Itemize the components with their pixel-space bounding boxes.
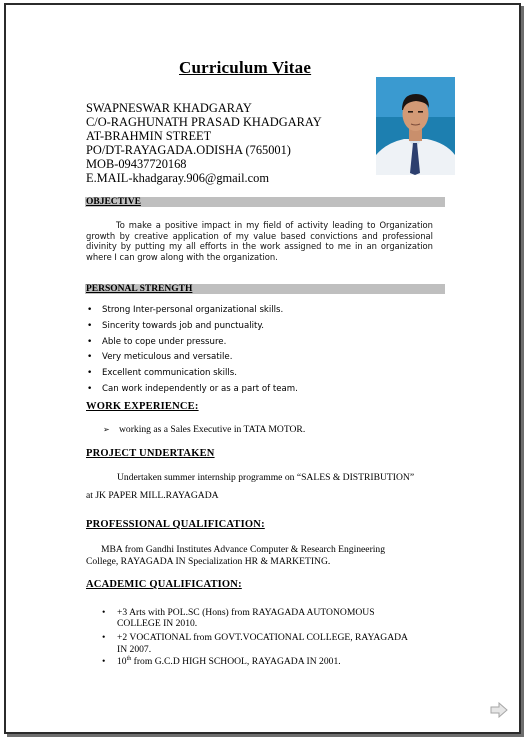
professional-heading: PROFESSIONAL QUALIFICATION: <box>86 519 265 530</box>
academic-item: • 10th from G.C.D HIGH SCHOOL, RAYAGADA IN 2001. <box>102 656 341 668</box>
address-email: E.MAIL-khadgaray.906@gmail.com <box>86 171 269 185</box>
strength-item: • Strong Inter-personal organizational skills. <box>87 305 284 315</box>
profile-photo <box>376 77 455 175</box>
academic-item-cont: COLLEGE IN 2010. <box>117 618 198 629</box>
address-mobile: MOB-09437720168 <box>86 157 187 171</box>
professional-line2: College, RAYAGADA IN Specialization HR & MARKETING. <box>86 556 331 567</box>
strength-item: • Able to cope under pressure. <box>87 337 227 347</box>
academic-heading: ACADEMIC QUALIFICATION: <box>86 579 242 590</box>
project-line1: Undertaken summer internship programme on “SALES & DISTRIBUTION” <box>117 472 415 483</box>
address-street: AT-BRAHMIN STREET <box>86 129 212 143</box>
next-arrow-icon[interactable] <box>490 702 508 718</box>
objective-text: To make a positive impact in my field of activity leading to Organization growth by creative application of my value based convictions and professional divinity by putting my all efforts in the work assigned to me in an organization where I can grow along with the organization. <box>86 220 433 262</box>
project-line2: at JK PAPER MILL.RAYAGADA <box>86 490 219 501</box>
objective-heading: OBJECTIVE <box>86 197 141 207</box>
strength-item: • Sincerity towards job and punctuality. <box>87 321 265 331</box>
strength-item: • Can work independently or as a part of team. <box>87 384 298 394</box>
arrow-bullet-icon: ➢ <box>103 425 110 434</box>
address-care-of: C/O-RAGHUNATH PRASAD KHADGARAY <box>86 115 322 129</box>
strength-heading: PERSONAL STRENGTH <box>86 284 193 294</box>
project-heading: PROJECT UNDERTAKEN <box>86 448 215 459</box>
strength-item: • Very meticulous and versatile. <box>87 352 233 362</box>
page-title: Curriculum Vitae <box>179 58 312 77</box>
work-heading: WORK EXPERIENCE: <box>86 401 199 412</box>
address-name: SWAPNESWAR KHADGARAY <box>86 101 252 115</box>
strength-item: • Excellent communication skills. <box>87 368 238 378</box>
work-item: ➢ working as a Sales Executive in TATA MOTOR. <box>103 424 306 435</box>
academic-item: • +3 Arts with POL.SC (Hons) from RAYAGADA AUTONOMOUS <box>102 607 375 618</box>
address-po: PO/DT-RAYAGADA.ODISHA (765001) <box>86 143 291 157</box>
academic-item: • +2 VOCATIONAL from GOVT.VOCATIONAL COLLEGE, RAYAGADA <box>102 632 408 643</box>
academic-item-cont: IN 2007. <box>117 644 152 655</box>
professional-line1: MBA from Gandhi Institutes Advance Computer & Research Engineering <box>101 544 386 555</box>
